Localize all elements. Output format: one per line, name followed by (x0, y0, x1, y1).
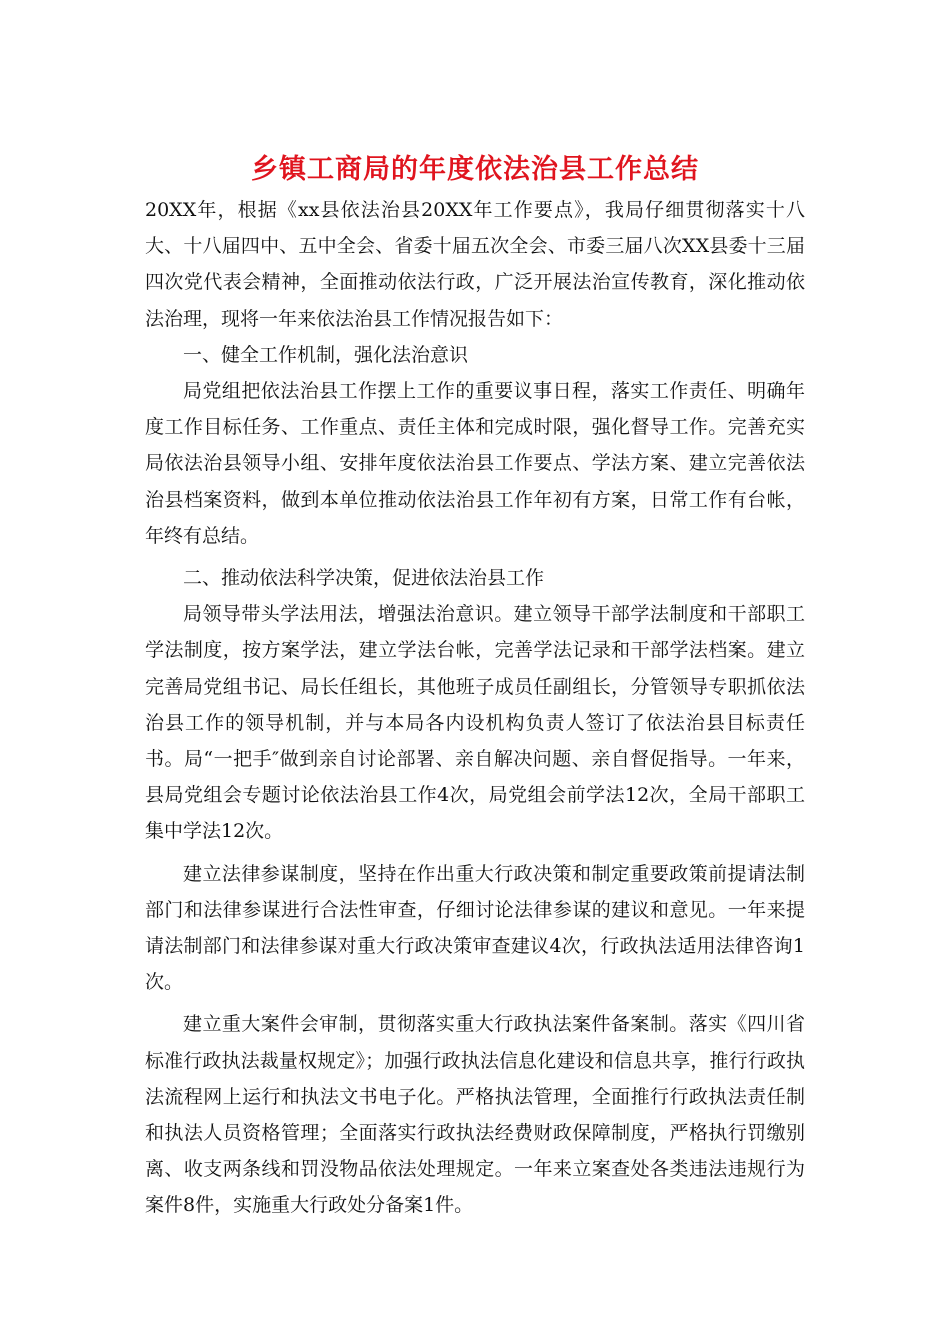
body-paragraph: 建立重大案件会审制，贯彻落实重大行政执法案件备案制。落实《四川省标准行政执法裁量权规定》；加强行政执法信息化建设和信息共享，推行行政执法流程网上运行和执法文书电子化。严格执法管理，全面推行行政执法责任制和执法人员资格管理；全面落实行政执法经费财政保障制度，严格执行罚缴别离、收支两条线和罚没物品依法处理规定。一年来立案查处各类违法违规行为案件8件，实施重大行政处分备案1件。 (145, 1013, 805, 1217)
document-body (145, 192, 805, 1224)
section-heading-1: 一、健全工作机制，强化法治意识 (183, 343, 469, 366)
body-paragraph: 局党组把依法治县工作摆上工作的重要议事日程，落实工作责任、明确年度工作目标任务、工作重点、责任主体和完成时限，强化督导工作。完善充实局依法治县领导小组、安排年度依法治县工作要点、学法方案、建立完善依法治县档案资料，做到本单位推动依法治县工作年初有方案，日常工作有台帐，年终有总结。 (145, 380, 805, 547)
body-paragraph: 建立法律参谋制度，坚持在作出重大行政决策和制定重要政策前提请法制部门和法律参谋进行合法性审查，仔细讨论法律参谋的建议和意见。一年来提请法制部门和法律参谋对重大行政决策审查建议4次，行政执法适用法律咨询1次。 (145, 862, 805, 994)
document-title: 乡镇工商局的年度依法治县工作总结 (251, 154, 699, 185)
intro-paragraph: 20XX年，根据《xx县依法治县20XX年工作要点》，我局仔细贯彻落实十八大、十八届四中、五中全会、省委十届五次全会、市委三届八次XX县委十三届四次党代表会精神，全面推动依法行政，广泛开展法治宣传教育，深化推动依法治理，现将一年来依法治县工作情况报告如下： (145, 199, 805, 330)
section-heading-2: 二、推动依法科学决策，促进依法治县工作 (183, 567, 545, 590)
body-paragraph: 局领导带头学法用法，增强法治意识。建立领导干部学法制度和干部职工学法制度，按方案学法，建立学法台帐，完善学法记录和干部学法档案。建立完善局党组书记、局长任组长，其他班子成员任副组长，分管领导专职抓依法治县工作的领导机制，并与本局各内设机构负责人签订了依法治县目标责任书。局“一把手″做到亲自讨论部署、亲自解决问题、亲自督促指导。一年来，县局党组会专题讨论依法治县工作4次，局党组会前学法12次，全局干部职工集中学法12次。 (145, 603, 805, 843)
